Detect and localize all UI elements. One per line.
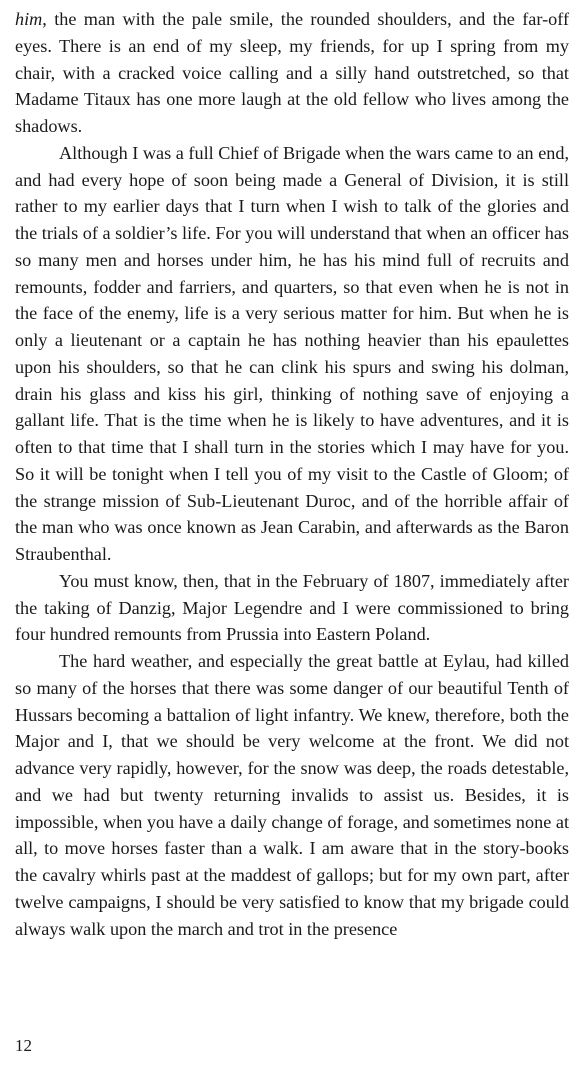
paragraph-continued (15, 6, 569, 140)
paragraph: You must know, then, that in the February of 1807, immediately after the taking of Danzig, Major Legendre and I were commissioned to bring four hundred remounts from Prussia into Eastern Poland. (15, 570, 569, 645)
paragraph: Although I was a full Chief of Brigade when the wars came to an end, and had every hope of soon being made a General of Division, it is still rather to my earlier days that I turn when I wish to talk of the glories and the trials of a soldier’s life. For you will understand that when an officer has so many men and horses under him, he has his mind full of recruits and remounts, fodder and farriers, and quarters, so that even when he is not in the face of the enemy, life is a very serious matter for him. But when he is only a lieutenant or a captain he has nothing heavier than his epaulettes upon his shoulders, so that he can clink his spurs and swing his dolman, drain his glass and kiss his girl, thinking of nothing save of enjoying a gallant life. That is the time when he is likely to have adventures, and it is often to that time that I shall turn in the stories which I may have for you. So it will be tonight when I tell you of my visit to the Castle of Gloom; of the strange mission of Sub-Lieutenant Duroc, and of the horrible affair of the man who was once known as Jean Carabin, and afterwards as the Baron Straubenthal. (15, 142, 569, 564)
book-page-text (15, 6, 569, 942)
paragraph: The hard weather, and especially the great battle at Eylau, had killed so many of the horses that there was some danger of our beautiful Tenth of Hussars becoming a battalion of light infantry. We knew, therefore, both the Major and I, that we should be very welcome at the front. We did not advance very rapidly, however, for the snow was deep, the roads detestable, and we had but twenty returning invalids to assist us. Besides, it is impossible, when you have a daily change of forage, and sometimes none at all, to move horses faster than a walk. I am aware that in the story-books the cavalry whirls past at the maddest of gallops; but for my own part, after twelve campaigns, I should be very satisfied to know that my brigade could always walk upon the march and trot in the presence (15, 651, 569, 939)
page-number: 12 (15, 1036, 32, 1055)
paragraph-text: , the man with the pale smile, the rounded shoulders, and the far-off eyes. There is an end of my sleep, my friends, for up I spring from my chair, with a cracked voice calling and a silly hand outstretched, so that Madame Titaux has one more laugh at the old fellow who lives among the shadows. (15, 9, 569, 136)
paragraph-lead-italic: him (15, 9, 43, 29)
